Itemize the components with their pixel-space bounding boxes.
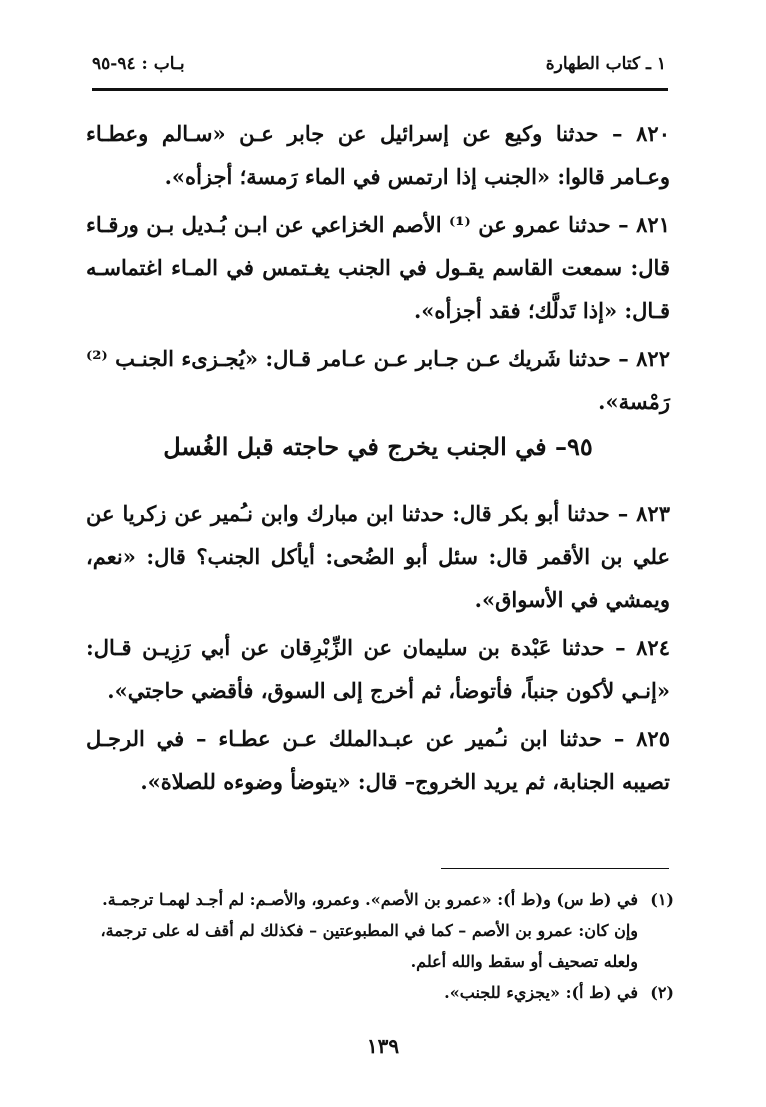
chapter-title: ١ ـ كتاب الطهارة [545, 54, 666, 74]
footnote-rule [441, 868, 669, 869]
hadith-825: ٨٢٥ – حدثنا ابن نـُمير عن عبـدالملك عـن عطـاء – في الرجـل تصيبه الجنابة، ثم يريد الخروج– قال: «يتوضأ وضوءه للصلاة». [86, 726, 670, 794]
footnote-1-text: في (ط س) و(ط أ): «عمرو بن الأصم». وعمرو، والأصـم: لم أجـد لهمـا ترجمـة. [102, 890, 638, 909]
running-header [92, 44, 666, 84]
hadith-821: ٨٢١ – حدثنا عمرو عن ⁽¹⁾ الأصم الخزاعي عن ابـن بُـديل بـن ورقـاء قال: سمعت القاسم يقـول في الجنب يغـتمس في المـاء اغتماسـه قـال: «إذا تَدلَّك؛ فقد أجزأه». [86, 212, 670, 323]
footnote-2-mark: (٢) [650, 983, 674, 1002]
section-range: بـاب : ٩٤-٩٥ [92, 54, 185, 74]
hadith-823: ٨٢٣ – حدثنا أبو بكر قال: حدثنا ابن مبارك وابن نـُمير عن زكريا عن علي بن الأقمر قال: سئل أبو الضُحى: أيأكل الجنب؟ قال: «نعم، ويمشي في الأسواق». [86, 501, 670, 612]
hadith-822: ٨٢٢ – حدثنا شَريك عـن جـابر عـن عـامر قـال: «يُجـزىء الجنـب ⁽²⁾ رَمْسة». [86, 346, 670, 414]
footnote-1-mark: (١) [650, 890, 674, 909]
hadith-820: ٨٢٠ – حدثنا وكيع عن إسرائيل عن جابر عـن «سـالم وعطـاء وعـامر قالوا: «الجنب إذا ارتمس في الماء رَمسة؛ أجزأه». [86, 121, 670, 189]
hadith-824: ٨٢٤ – حدثنا عَبْدة بن سليمان عن الزِّبْرِقان عن أبي رَزِيـن قـال: «إنـي لأكون جنباً، فأتوضأ، ثم أخرج إلى السوق، فأقضي حاجتي». [86, 635, 670, 703]
footnote-1-line-3: ولعله تصحيف أو سقط والله أعلم. [410, 952, 638, 971]
footnotes [92, 884, 674, 1008]
page-number: ١٣٩ [366, 1034, 400, 1058]
header-rule [92, 88, 668, 91]
footnote-1-line-1 [92, 884, 674, 915]
section-heading: ٩٥– في الجنب يخرج في حاجته قبل الغُسل [163, 432, 593, 461]
footnote-1-line-2: وإن كان: عمرو بن الأصم – كما في المطبوعتين – فكذلك لم أقف له على ترجمة، [100, 921, 638, 940]
footnote-2-line-1 [92, 977, 674, 1008]
footnote-2-text: في (ط أ): «يجزيء للجنب». [444, 983, 638, 1002]
